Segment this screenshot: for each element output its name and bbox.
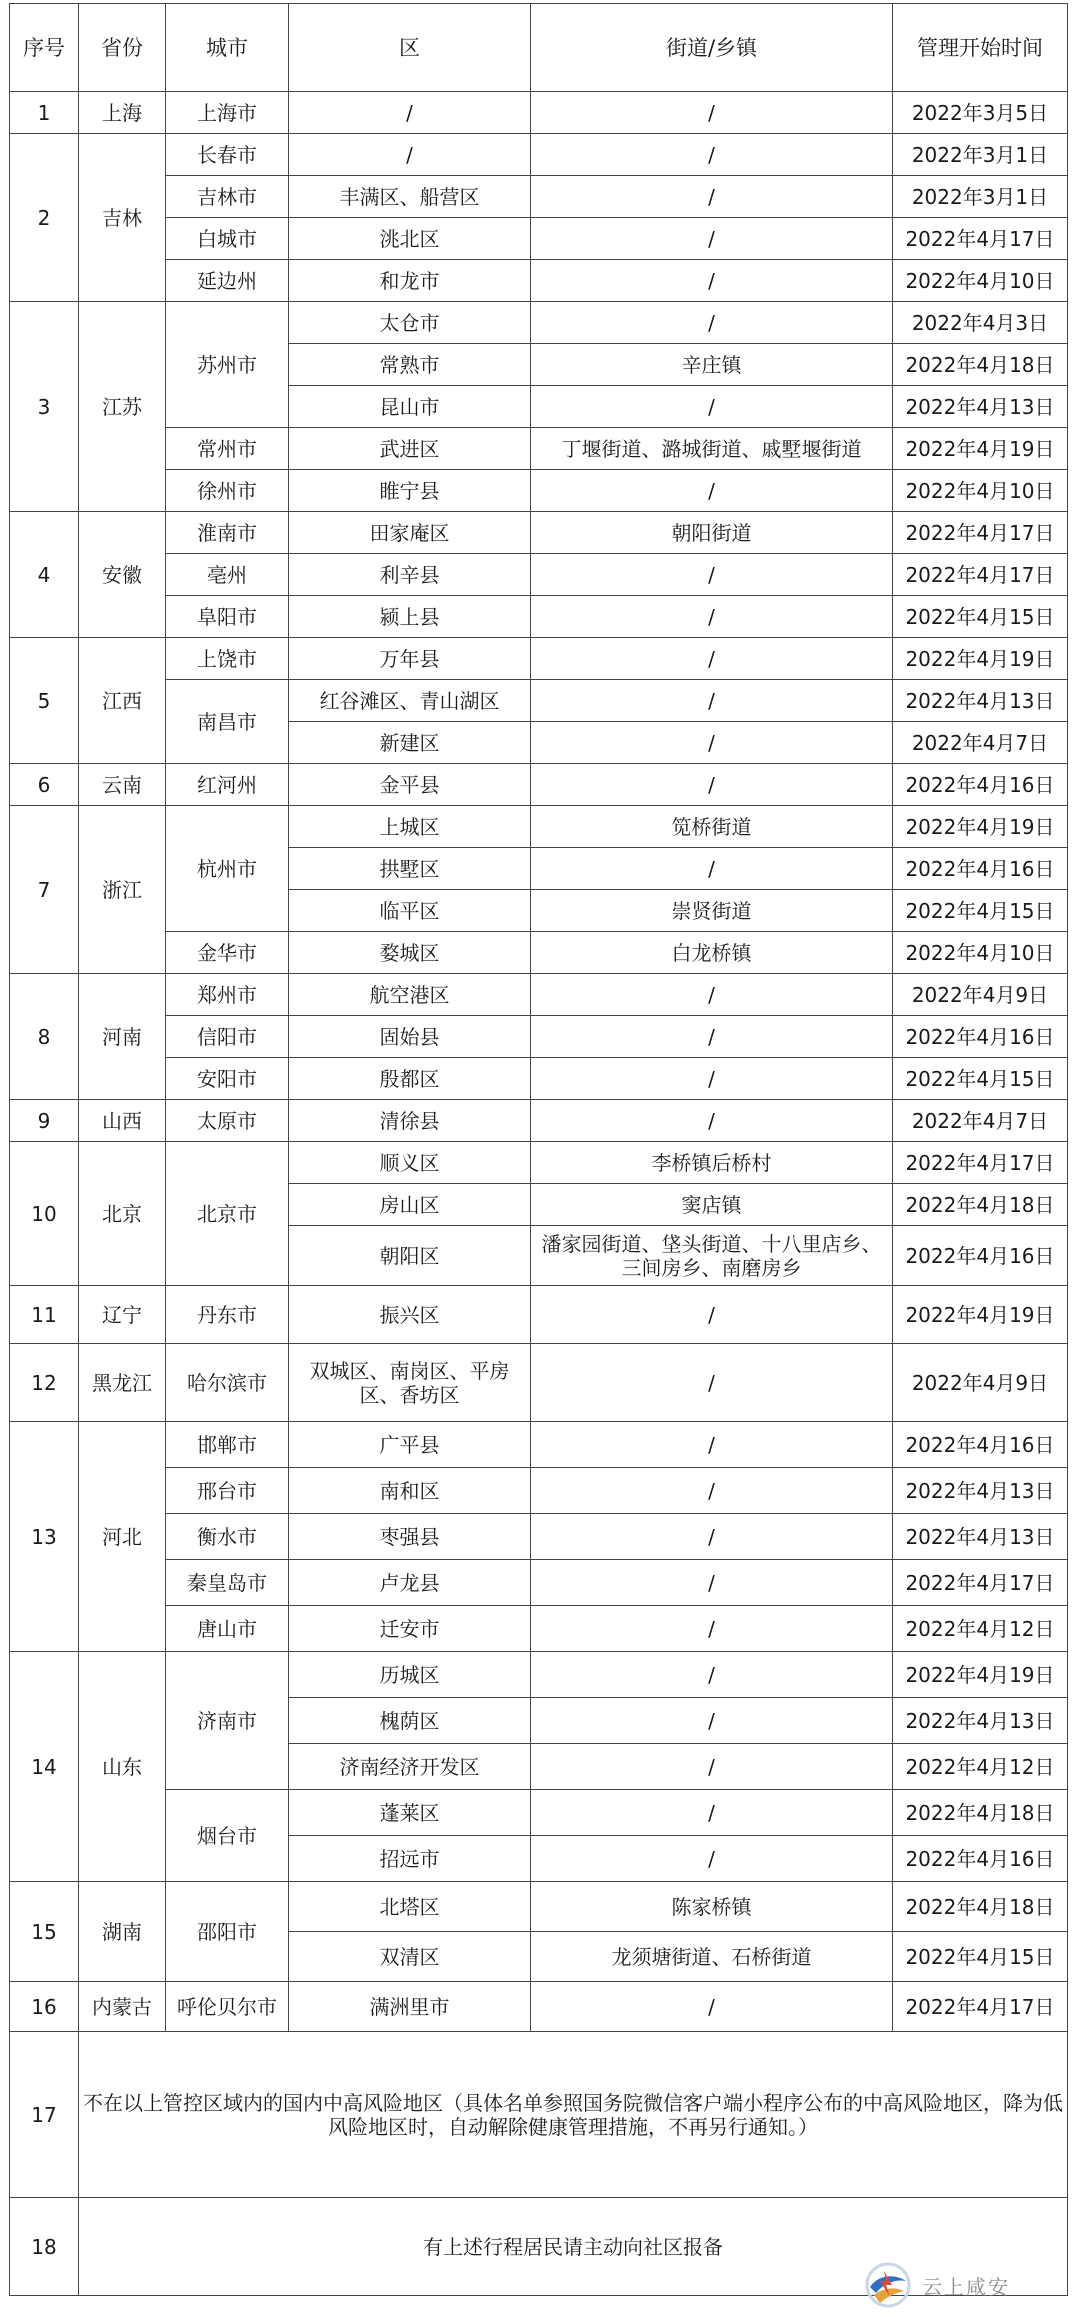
date-cell: 2022年4月16日 bbox=[893, 848, 1068, 890]
street-cell: / bbox=[531, 848, 893, 890]
date-cell: 2022年4月10日 bbox=[893, 470, 1068, 512]
district-cell: 振兴区 bbox=[289, 1286, 531, 1344]
date-cell: 2022年4月12日 bbox=[893, 1744, 1068, 1790]
province-cell: 内蒙古 bbox=[79, 1982, 166, 2032]
province-cell: 河北 bbox=[79, 1422, 166, 1652]
street-cell: 朝阳街道 bbox=[531, 512, 893, 554]
date-cell: 2022年4月19日 bbox=[893, 428, 1068, 470]
district-cell: 新建区 bbox=[289, 722, 531, 764]
street-cell: / bbox=[531, 554, 893, 596]
district-cell: 蓬莱区 bbox=[289, 1790, 531, 1836]
district-cell: 卢龙县 bbox=[289, 1560, 531, 1606]
date-cell: 2022年4月15日 bbox=[893, 596, 1068, 638]
street-cell: / bbox=[531, 92, 893, 134]
table-row bbox=[10, 92, 1068, 134]
street-cell: / bbox=[531, 764, 893, 806]
city-cell: 金华市 bbox=[166, 932, 289, 974]
watermark bbox=[864, 2261, 1010, 2309]
street-cell: / bbox=[531, 1286, 893, 1344]
row-no: 18 bbox=[10, 2198, 79, 2296]
district-cell: 迁安市 bbox=[289, 1606, 531, 1652]
district-cell: 田家庵区 bbox=[289, 512, 531, 554]
table-row bbox=[10, 596, 1068, 638]
row-no: 11 bbox=[10, 1286, 79, 1344]
table-row bbox=[10, 638, 1068, 680]
table-row bbox=[10, 1100, 1068, 1142]
city-cell: 红河州 bbox=[166, 764, 289, 806]
table-row bbox=[10, 1882, 1068, 1932]
district-cell: 常熟市 bbox=[289, 344, 531, 386]
city-cell: 白城市 bbox=[166, 218, 289, 260]
province-cell: 黑龙江 bbox=[79, 1344, 166, 1422]
street-cell: / bbox=[531, 1016, 893, 1058]
date-cell: 2022年4月18日 bbox=[893, 1184, 1068, 1226]
street-cell: / bbox=[531, 722, 893, 764]
date-cell: 2022年4月19日 bbox=[893, 1286, 1068, 1344]
street-cell: / bbox=[531, 1468, 893, 1514]
street-cell: / bbox=[531, 1790, 893, 1836]
table-row bbox=[10, 470, 1068, 512]
table-row bbox=[10, 764, 1068, 806]
row-no: 9 bbox=[10, 1100, 79, 1142]
date-cell: 2022年4月18日 bbox=[893, 1790, 1068, 1836]
street-cell: / bbox=[531, 1606, 893, 1652]
district-cell: 金平县 bbox=[289, 764, 531, 806]
row-no: 8 bbox=[10, 974, 79, 1100]
table-row bbox=[10, 1514, 1068, 1560]
district-cell: / bbox=[289, 92, 531, 134]
row-no: 15 bbox=[10, 1882, 79, 1982]
table-row bbox=[10, 218, 1068, 260]
district-cell: 拱墅区 bbox=[289, 848, 531, 890]
district-cell: / bbox=[289, 134, 531, 176]
row-no: 6 bbox=[10, 764, 79, 806]
city-cell: 唐山市 bbox=[166, 1606, 289, 1652]
date-cell: 2022年4月17日 bbox=[893, 218, 1068, 260]
city-cell: 衡水市 bbox=[166, 1514, 289, 1560]
street-cell: / bbox=[531, 1514, 893, 1560]
row-no: 16 bbox=[10, 1982, 79, 2032]
risk-area-table bbox=[9, 3, 1068, 2296]
street-cell: / bbox=[531, 1982, 893, 2032]
district-cell: 南和区 bbox=[289, 1468, 531, 1514]
street-cell: / bbox=[531, 1058, 893, 1100]
district-cell: 航空港区 bbox=[289, 974, 531, 1016]
district-cell: 槐荫区 bbox=[289, 1698, 531, 1744]
district-cell: 双城区、南岗区、平房区、香坊区 bbox=[289, 1344, 531, 1422]
city-cell: 呼伦贝尔市 bbox=[166, 1982, 289, 2032]
row-no: 3 bbox=[10, 302, 79, 512]
table-row bbox=[10, 1422, 1068, 1468]
street-cell: 李桥镇后桥村 bbox=[531, 1142, 893, 1184]
date-cell: 2022年4月16日 bbox=[893, 1836, 1068, 1882]
street-cell: / bbox=[531, 1422, 893, 1468]
street-cell: / bbox=[531, 596, 893, 638]
street-cell: / bbox=[531, 1652, 893, 1698]
table-row bbox=[10, 1606, 1068, 1652]
table-row bbox=[10, 1790, 1068, 1836]
street-cell: / bbox=[531, 974, 893, 1016]
city-cell: 杭州市 bbox=[166, 806, 289, 932]
row-no: 2 bbox=[10, 134, 79, 302]
date-cell: 2022年4月10日 bbox=[893, 932, 1068, 974]
table-row bbox=[10, 974, 1068, 1016]
district-cell: 红谷滩区、青山湖区 bbox=[289, 680, 531, 722]
date-cell: 2022年4月18日 bbox=[893, 344, 1068, 386]
city-cell: 哈尔滨市 bbox=[166, 1344, 289, 1422]
city-cell: 太原市 bbox=[166, 1100, 289, 1142]
district-cell: 北塔区 bbox=[289, 1882, 531, 1932]
city-cell: 济南市 bbox=[166, 1652, 289, 1790]
table-row bbox=[10, 680, 1068, 722]
street-cell: 窦店镇 bbox=[531, 1184, 893, 1226]
district-cell: 济南经济开发区 bbox=[289, 1744, 531, 1790]
date-cell: 2022年4月16日 bbox=[893, 1422, 1068, 1468]
table-row bbox=[10, 1652, 1068, 1698]
province-cell: 湖南 bbox=[79, 1882, 166, 1982]
date-cell: 2022年4月13日 bbox=[893, 1468, 1068, 1514]
street-cell: / bbox=[531, 176, 893, 218]
district-cell: 殷都区 bbox=[289, 1058, 531, 1100]
row-no: 7 bbox=[10, 806, 79, 974]
province-cell: 云南 bbox=[79, 764, 166, 806]
province-cell: 辽宁 bbox=[79, 1286, 166, 1344]
city-cell: 烟台市 bbox=[166, 1790, 289, 1882]
date-cell: 2022年4月13日 bbox=[893, 1514, 1068, 1560]
date-cell: 2022年4月7日 bbox=[893, 1100, 1068, 1142]
header-street: 街道/乡镇 bbox=[531, 4, 893, 92]
table-row bbox=[10, 428, 1068, 470]
table-row bbox=[10, 512, 1068, 554]
street-cell: / bbox=[531, 218, 893, 260]
city-cell: 安阳市 bbox=[166, 1058, 289, 1100]
date-cell: 2022年4月17日 bbox=[893, 1982, 1068, 2032]
city-cell: 上海市 bbox=[166, 92, 289, 134]
table-row bbox=[10, 1286, 1068, 1344]
date-cell: 2022年4月3日 bbox=[893, 302, 1068, 344]
table-row bbox=[10, 1468, 1068, 1514]
header-no: 序号 bbox=[10, 4, 79, 92]
date-cell: 2022年4月18日 bbox=[893, 1882, 1068, 1932]
header-district: 区 bbox=[289, 4, 531, 92]
date-cell: 2022年4月15日 bbox=[893, 890, 1068, 932]
street-cell: 崇贤街道 bbox=[531, 890, 893, 932]
city-cell: 北京市 bbox=[166, 1142, 289, 1286]
street-cell: / bbox=[531, 470, 893, 512]
table-row bbox=[10, 806, 1068, 848]
province-cell: 上海 bbox=[79, 92, 166, 134]
city-cell: 徐州市 bbox=[166, 470, 289, 512]
district-cell: 清徐县 bbox=[289, 1100, 531, 1142]
city-cell: 秦皇岛市 bbox=[166, 1560, 289, 1606]
row-no: 13 bbox=[10, 1422, 79, 1652]
street-cell: 潘家园街道、垡头街道、十八里店乡、三间房乡、南磨房乡 bbox=[531, 1226, 893, 1286]
district-cell: 颍上县 bbox=[289, 596, 531, 638]
date-cell: 2022年4月13日 bbox=[893, 386, 1068, 428]
city-cell: 丹东市 bbox=[166, 1286, 289, 1344]
province-cell: 河南 bbox=[79, 974, 166, 1100]
street-cell: / bbox=[531, 386, 893, 428]
date-cell: 2022年3月1日 bbox=[893, 134, 1068, 176]
table-row bbox=[10, 1058, 1068, 1100]
date-cell: 2022年4月9日 bbox=[893, 1344, 1068, 1422]
table-row bbox=[10, 554, 1068, 596]
row-no: 1 bbox=[10, 92, 79, 134]
street-cell: / bbox=[531, 638, 893, 680]
table-row bbox=[10, 1016, 1068, 1058]
city-cell: 上饶市 bbox=[166, 638, 289, 680]
street-cell: 白龙桥镇 bbox=[531, 932, 893, 974]
province-cell: 江西 bbox=[79, 638, 166, 764]
city-cell: 延边州 bbox=[166, 260, 289, 302]
city-cell: 邢台市 bbox=[166, 1468, 289, 1514]
province-cell: 山西 bbox=[79, 1100, 166, 1142]
street-cell: / bbox=[531, 134, 893, 176]
table-row bbox=[10, 1560, 1068, 1606]
date-cell: 2022年4月15日 bbox=[893, 1932, 1068, 1982]
district-cell: 洮北区 bbox=[289, 218, 531, 260]
date-cell: 2022年4月13日 bbox=[893, 1698, 1068, 1744]
date-cell: 2022年4月19日 bbox=[893, 1652, 1068, 1698]
province-cell: 北京 bbox=[79, 1142, 166, 1286]
district-cell: 历城区 bbox=[289, 1652, 531, 1698]
date-cell: 2022年4月16日 bbox=[893, 764, 1068, 806]
district-cell: 枣强县 bbox=[289, 1514, 531, 1560]
date-cell: 2022年4月12日 bbox=[893, 1606, 1068, 1652]
city-cell: 阜阳市 bbox=[166, 596, 289, 638]
table-row bbox=[10, 1982, 1068, 2032]
street-cell: / bbox=[531, 302, 893, 344]
district-cell: 朝阳区 bbox=[289, 1226, 531, 1286]
date-cell: 2022年4月17日 bbox=[893, 1142, 1068, 1184]
district-cell: 利辛县 bbox=[289, 554, 531, 596]
table-row bbox=[10, 2032, 1068, 2198]
province-cell: 山东 bbox=[79, 1652, 166, 1882]
city-cell: 郑州市 bbox=[166, 974, 289, 1016]
district-cell: 广平县 bbox=[289, 1422, 531, 1468]
date-cell: 2022年4月16日 bbox=[893, 1226, 1068, 1286]
date-cell: 2022年4月15日 bbox=[893, 1058, 1068, 1100]
province-cell: 浙江 bbox=[79, 806, 166, 974]
district-cell: 顺义区 bbox=[289, 1142, 531, 1184]
date-cell: 2022年4月17日 bbox=[893, 554, 1068, 596]
row-no: 14 bbox=[10, 1652, 79, 1882]
table-row bbox=[10, 134, 1068, 176]
row-no: 5 bbox=[10, 638, 79, 764]
street-cell: 辛庄镇 bbox=[531, 344, 893, 386]
date-cell: 2022年4月7日 bbox=[893, 722, 1068, 764]
district-cell: 婺城区 bbox=[289, 932, 531, 974]
street-cell: / bbox=[531, 1836, 893, 1882]
header-province: 省份 bbox=[79, 4, 166, 92]
row-no: 10 bbox=[10, 1142, 79, 1286]
street-cell: / bbox=[531, 1744, 893, 1790]
street-cell: 笕桥街道 bbox=[531, 806, 893, 848]
district-cell: 武进区 bbox=[289, 428, 531, 470]
street-cell: / bbox=[531, 1698, 893, 1744]
city-cell: 常州市 bbox=[166, 428, 289, 470]
city-cell: 苏州市 bbox=[166, 302, 289, 428]
city-cell: 南昌市 bbox=[166, 680, 289, 764]
table-row bbox=[10, 302, 1068, 344]
district-cell: 满洲里市 bbox=[289, 1982, 531, 2032]
street-cell: 陈家桥镇 bbox=[531, 1882, 893, 1932]
row-no: 4 bbox=[10, 512, 79, 638]
street-cell: / bbox=[531, 260, 893, 302]
report-notice: 有上述行程居民请主动向社区报备 bbox=[79, 2198, 1068, 2296]
yunshang-logo-icon bbox=[864, 2261, 912, 2309]
district-cell: 双清区 bbox=[289, 1932, 531, 1982]
city-cell: 淮南市 bbox=[166, 512, 289, 554]
district-cell: 万年县 bbox=[289, 638, 531, 680]
other-risk-area-note: 不在以上管控区域内的国内中高风险地区（具体名单参照国务院微信客户端小程序公布的中高风险地区，降为低风险地区时，自动解除健康管理措施，不再另行通知。） bbox=[79, 2032, 1068, 2198]
date-cell: 2022年3月5日 bbox=[893, 92, 1068, 134]
table-row bbox=[10, 1344, 1068, 1422]
header-city: 城市 bbox=[166, 4, 289, 92]
date-cell: 2022年4月19日 bbox=[893, 806, 1068, 848]
row-no: 12 bbox=[10, 1344, 79, 1422]
street-cell: 丁堰街道、潞城街道、戚墅堰街道 bbox=[531, 428, 893, 470]
district-cell: 固始县 bbox=[289, 1016, 531, 1058]
province-cell: 吉林 bbox=[79, 134, 166, 302]
row-no: 17 bbox=[10, 2032, 79, 2198]
table-row bbox=[10, 176, 1068, 218]
district-cell: 昆山市 bbox=[289, 386, 531, 428]
city-cell: 邯郸市 bbox=[166, 1422, 289, 1468]
district-cell: 太仓市 bbox=[289, 302, 531, 344]
city-cell: 亳州 bbox=[166, 554, 289, 596]
city-cell: 长春市 bbox=[166, 134, 289, 176]
date-cell: 2022年4月10日 bbox=[893, 260, 1068, 302]
header-date: 管理开始时间 bbox=[893, 4, 1068, 92]
district-cell: 和龙市 bbox=[289, 260, 531, 302]
province-cell: 安徽 bbox=[79, 512, 166, 638]
header-row bbox=[10, 4, 1068, 92]
street-cell: / bbox=[531, 1100, 893, 1142]
district-cell: 丰满区、船营区 bbox=[289, 176, 531, 218]
date-cell: 2022年4月9日 bbox=[893, 974, 1068, 1016]
watermark-text: 云上咸安 bbox=[922, 2274, 1010, 2299]
date-cell: 2022年4月13日 bbox=[893, 680, 1068, 722]
province-cell: 江苏 bbox=[79, 302, 166, 512]
district-cell: 临平区 bbox=[289, 890, 531, 932]
district-cell: 招远市 bbox=[289, 1836, 531, 1882]
street-cell: / bbox=[531, 1560, 893, 1606]
district-cell: 睢宁县 bbox=[289, 470, 531, 512]
table-row bbox=[10, 260, 1068, 302]
street-cell: / bbox=[531, 1344, 893, 1422]
district-cell: 房山区 bbox=[289, 1184, 531, 1226]
city-cell: 信阳市 bbox=[166, 1016, 289, 1058]
date-cell: 2022年4月17日 bbox=[893, 512, 1068, 554]
city-cell: 吉林市 bbox=[166, 176, 289, 218]
street-cell: / bbox=[531, 680, 893, 722]
table-row bbox=[10, 1142, 1068, 1184]
city-cell: 邵阳市 bbox=[166, 1882, 289, 1982]
date-cell: 2022年4月17日 bbox=[893, 1560, 1068, 1606]
date-cell: 2022年3月1日 bbox=[893, 176, 1068, 218]
date-cell: 2022年4月19日 bbox=[893, 638, 1068, 680]
street-cell: 龙须塘街道、石桥街道 bbox=[531, 1932, 893, 1982]
date-cell: 2022年4月16日 bbox=[893, 1016, 1068, 1058]
district-cell: 上城区 bbox=[289, 806, 531, 848]
table-row bbox=[10, 932, 1068, 974]
